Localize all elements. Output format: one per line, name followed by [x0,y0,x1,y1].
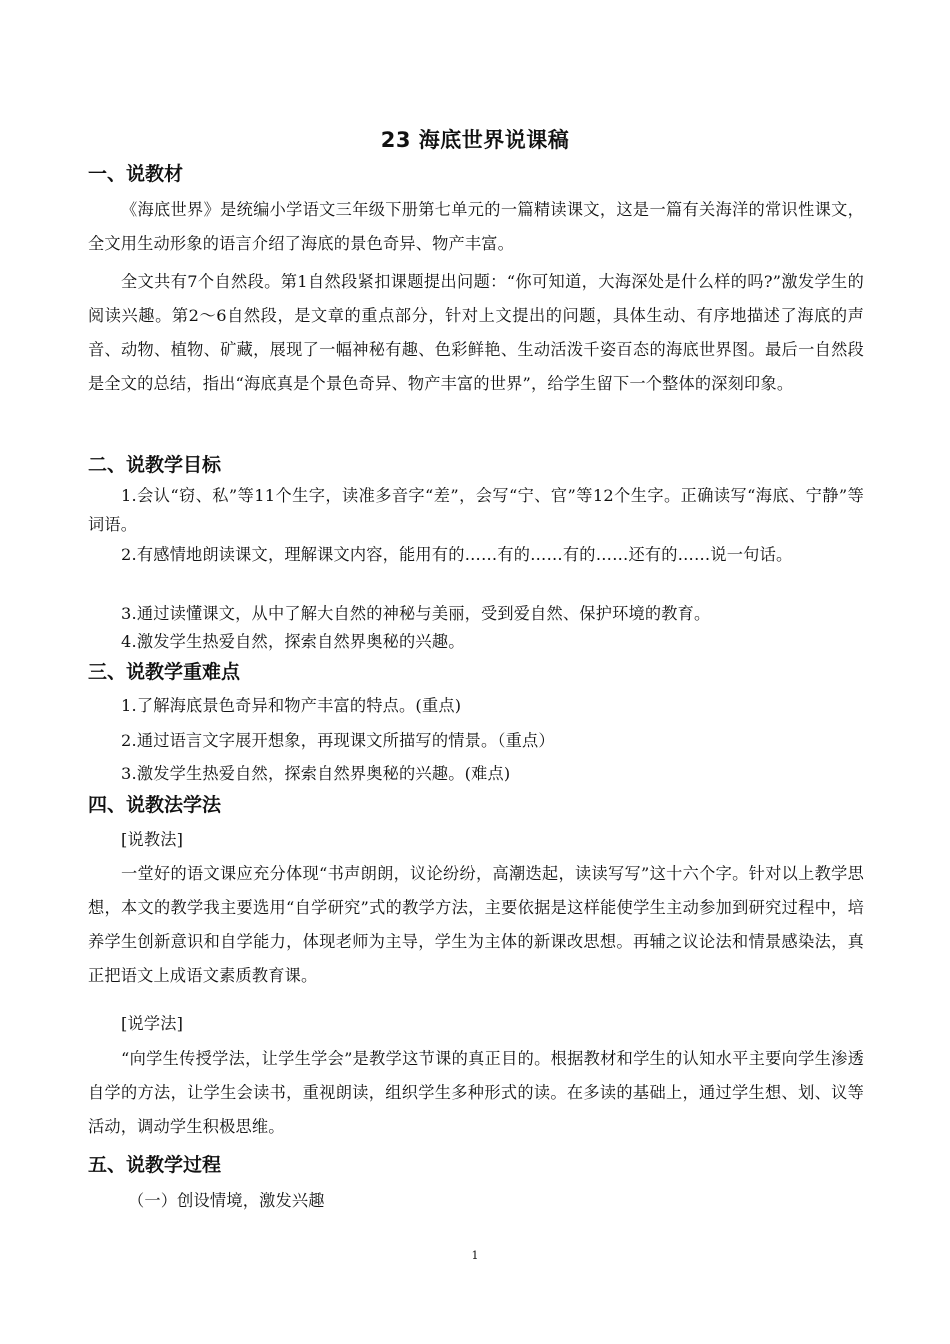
document-title: 23 海底世界说课稿 [380,128,570,152]
section-heading: 二、说教学目标 [88,454,222,476]
paragraph: “向学生传授学法，让学生学会”是教学这节课的真正目的。根据教材和学生的认知水平主要向学生渗透自学的方法，让学生会读书，重视朗读，组织学生多种形式的读。在多读的基础上，通过学生想、划、议等活动，调动学生积极思维。 [88,1049,864,1136]
section-heading: 四、说教法学法 [88,794,222,816]
paragraph: 2.有感情地朗读课文，理解课文内容，能用有的……有的……有的……还有的……说一句话。 [121,545,793,564]
list-item: 2.通过语言文字展开想象，再现课文所描写的情景。（重点） [121,731,555,750]
paragraph: 1.会认“窃、私”等11个生字，读准多音字“差”，会写“宁、官”等12个生字。正确读写“海底、宁静”等词语。 [88,486,864,534]
section-heading: 三、说教学重难点 [88,661,241,683]
list-item: 4.激发学生热爱自然，探索自然界奥秘的兴趣。 [121,632,465,651]
section-heading: 一、说教材 [88,163,184,185]
paragraph: 一堂好的语文课应充分体现“书声朗朗，议论纷纷，高潮迭起，读读写写”这十六个字。针对以上教学思想，本文的教学我主要选用“自学研究”式的教学方法，主要依据是这样能使学生主动参加到研究过程中，培养学生创新意识和自学能力，体现老师为主导，学生为主体的新课改思想。再辅之议论法和情景感染法，真正把语文上成语文素质教育课。 [88,864,864,985]
paragraph: 《海底世界》是统编小学语文三年级下册第七单元的一篇精读课文，这是一篇有关海洋的常识性课文，全文用生动形象的语言介绍了海底的景色奇异、物产丰富。 [88,200,864,253]
subheading: [说教法] [121,830,184,849]
subheading: [说学法] [121,1014,184,1033]
list-item: 3.激发学生热爱自然，探索自然界奥秘的兴趣。(难点) [121,764,511,783]
subheading: （一）创设情境，激发兴趣 [128,1191,325,1210]
section-heading: 五、说教学过程 [88,1154,222,1176]
page-number: 1 [471,1249,479,1262]
list-item: 3.通过读懂课文，从中了解大自然的神秘与美丽，受到爱自然、保护环境的教育。 [121,604,711,623]
list-item: 1.了解海底景色奇异和物产丰富的特点。(重点) [121,696,462,715]
paragraph: 全文共有7个自然段。第1自然段紧扣课题提出问题：“你可知道，大海深处是什么样的吗?”激发学生的阅读兴趣。第2～6自然段，是文章的重点部分，针对上文提出的问题，具体生动、有序地描述了海底的声音、动物、植物、矿藏，展现了一幅神秘有趣、色彩鲜艳、生动活泼千姿百态的海底世界图。最后一自然段是全文的总结，指出“海底真是个景色奇异、物产丰富的世界”，给学生留下一个整体的深刻印象。 [88,272,864,393]
